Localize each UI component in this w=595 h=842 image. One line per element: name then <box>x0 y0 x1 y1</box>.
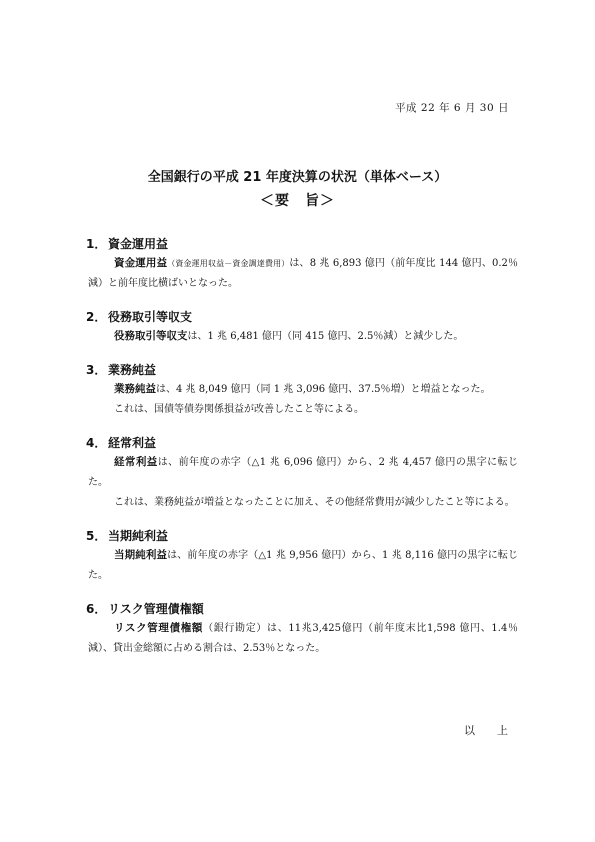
section-paragraph <box>88 452 518 493</box>
section-6 <box>88 601 518 659</box>
section-paragraph <box>88 379 518 400</box>
section-title: 役務取引等収支 <box>108 310 193 324</box>
section-heading <box>86 309 518 326</box>
section-4 <box>88 435 518 513</box>
section-title: 経常利益 <box>108 436 157 450</box>
key-term: 資金運用益 <box>114 257 168 269</box>
section-heading <box>86 362 518 379</box>
section-title: 業務純益 <box>108 363 157 377</box>
paragraph-text: は、8 兆 6,893 億円（前年度比 144 億円、0.2％減）と前年度比横ばいとなった。 <box>88 258 519 289</box>
section-heading <box>86 601 518 618</box>
key-term: 経常利益 <box>114 456 158 468</box>
section-number: 6． <box>86 602 107 616</box>
section-2 <box>88 309 518 347</box>
section-number: 1． <box>86 237 107 251</box>
section-paragraph <box>88 545 518 586</box>
key-term: 当期純利益 <box>114 549 168 561</box>
paragraph-text: は、前年度の赤字（△1 兆 6,096 億円）から、2 兆 4,457 億円の黒字に転じた。 <box>88 457 519 488</box>
paragraph-text: （銀行勘定）は、11兆3,425億円（前年度末比1,598 億円、1.4％減）、貸出金総額に占める割合は、2.53％となった。 <box>88 623 518 654</box>
key-term: 業務純益 <box>114 383 156 395</box>
section-number: 4． <box>86 436 107 450</box>
document-title: 全国銀行の平成 21 年度決算の状況（単体ベース） <box>147 170 448 185</box>
section-number: 5． <box>86 529 107 543</box>
document-subtitle: ＜要 旨＞ <box>260 193 335 209</box>
paragraph-text: は、1 兆 6,481 億円（同 415 億円、2.5％減）と減少した。 <box>187 331 464 342</box>
section-title: 資金運用益 <box>108 237 169 251</box>
section-paragraph <box>88 618 518 659</box>
section-paragraph <box>88 326 518 347</box>
section-3 <box>88 362 518 420</box>
section-heading <box>86 236 518 253</box>
paragraph-text: は、前年度の赤字（△1 兆 9,956 億円）から、1 兆 8,116 億円の黒字に転じた。 <box>88 550 519 581</box>
document-date: 平成 22 年 6 月 30 日 <box>395 102 509 114</box>
section-paragraph: これは、国債等債券関係損益が改善したこと等による。 <box>114 404 364 415</box>
closing-mark <box>464 722 508 738</box>
term-note: （資金運用収益－資金調達費用） <box>167 259 290 268</box>
closing-char: 以 <box>464 724 475 737</box>
summary-sections <box>88 236 518 674</box>
section-title: リスク管理債権額 <box>108 602 204 616</box>
paragraph-text: は、4 兆 8,049 億円（同 1 兆 3,096 億円、37.5％増）と増益となった。 <box>156 384 491 395</box>
section-paragraph <box>88 253 518 294</box>
section-number: 3． <box>86 363 107 377</box>
section-paragraph: これは、業務純益が増益となったことに加え、その他経常費用が減少したこと等による。 <box>114 497 515 508</box>
section-1 <box>88 236 518 294</box>
section-heading <box>86 435 518 452</box>
section-heading <box>86 528 518 545</box>
key-term: 役務取引等収支 <box>114 330 188 342</box>
section-title: 当期純利益 <box>108 529 169 543</box>
section-5 <box>88 528 518 586</box>
key-term: リスク管理債権額 <box>114 622 204 634</box>
closing-char: 上 <box>497 724 508 737</box>
section-number: 2． <box>86 310 107 324</box>
